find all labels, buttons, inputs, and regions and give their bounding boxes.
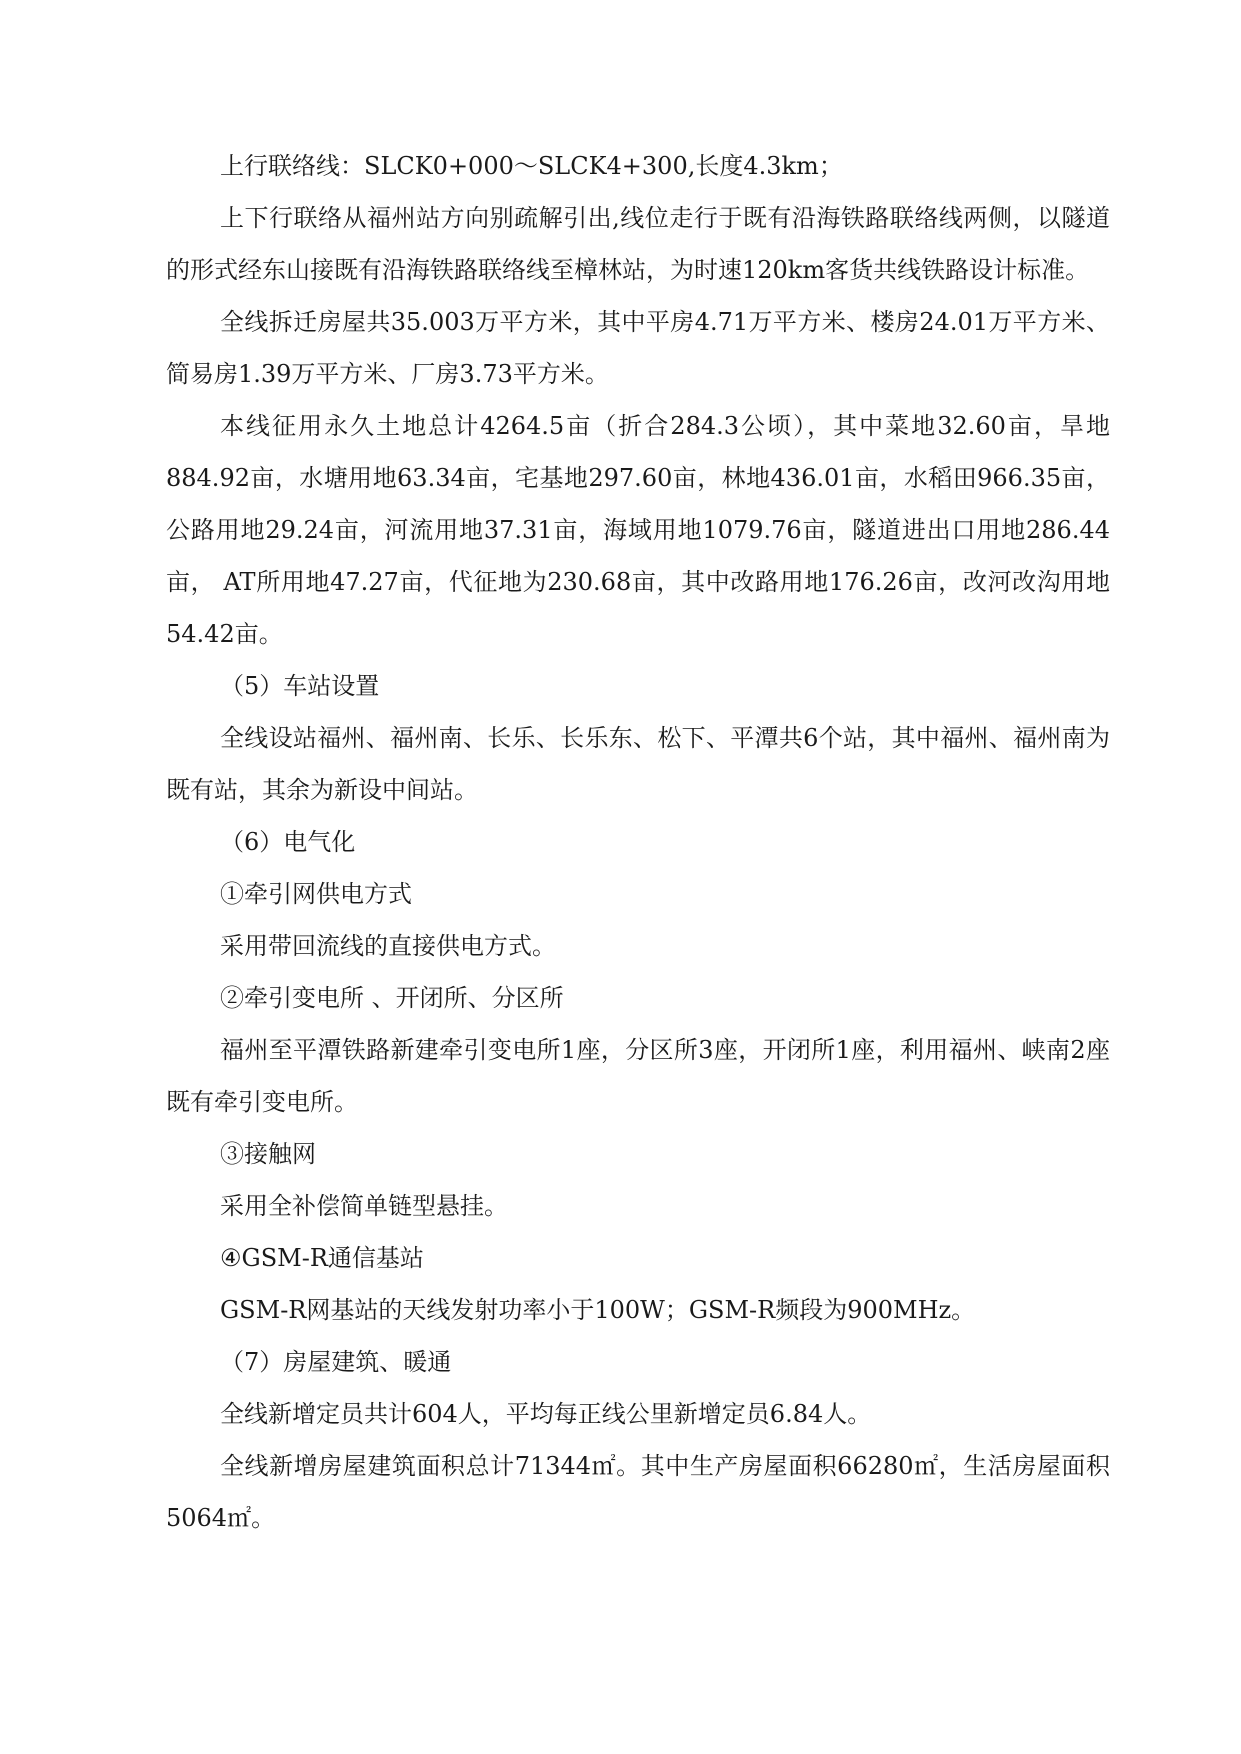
paragraph-building-area: 全线新增房屋建筑面积总计71344㎡。其中生产房屋面积66280㎡，生活房屋面积5064㎡。 bbox=[166, 1452, 1110, 1532]
paragraph-stations: 全线设站福州、福州南、长乐、长乐东、松下、平潭共6个站，其中福州、福州南为既有站，其余为新设中间站。 bbox=[166, 724, 1110, 804]
subheading-substations: ②牵引变电所 、开闭所、分区所 bbox=[220, 984, 564, 1012]
heading-electrification: （6）电气化 bbox=[220, 828, 356, 856]
subheading-gsmr: ④GSM-R通信基站 bbox=[220, 1244, 424, 1272]
paragraph-demolition: 全线拆迁房屋共35.003万平方米，其中平房4.71万平方米、楼房24.01万平方米、简易房1.39万平方米、厂房3.73平方米。 bbox=[166, 308, 1110, 388]
subheading-catenary: ③接触网 bbox=[220, 1140, 316, 1168]
paragraph-land-acquisition: 本线征用永久土地总计4264.5亩（折合284.3公顷），其中菜地32.60亩，旱地884.92亩，水塘用地63.34亩，宅基地297.60亩，林地436.01亩，水稻田966.35亩，公路用地29.24亩，河流用地37.31亩，海域用地1079.76亩，隧道进出口用地286.44亩， AT所用地47.27亩，代征地为230.68亩，其中改路用地176.26亩，改河改沟用地54.42亩。 bbox=[166, 412, 1110, 648]
paragraph-catenary: 采用全补偿简单链型悬挂。 bbox=[220, 1192, 508, 1220]
document-body bbox=[166, 140, 1110, 1544]
paragraph-staffing: 全线新增定员共计604人，平均每正线公里新增定员6.84人。 bbox=[220, 1400, 872, 1428]
paragraph-gsmr: GSM-R网基站的天线发射功率小于100W；GSM-R频段为900MHz。 bbox=[220, 1296, 976, 1324]
paragraph-up-link-line: 上行联络线：SLCK0+000～SLCK4+300,长度4.3km； bbox=[220, 152, 843, 180]
heading-buildings: （7）房屋建筑、暖通 bbox=[220, 1348, 452, 1376]
heading-station-setup: （5）车站设置 bbox=[220, 672, 380, 700]
paragraph-substations: 福州至平潭铁路新建牵引变电所1座，分区所3座，开闭所1座，利用福州、峡南2座既有牵引变电所。 bbox=[166, 1036, 1110, 1116]
subheading-power-supply: ①牵引网供电方式 bbox=[220, 880, 412, 908]
paragraph-power-supply: 采用带回流线的直接供电方式。 bbox=[220, 932, 556, 960]
paragraph-link-description: 上下行联络从福州站方向别疏解引出,线位走行于既有沿海铁路联络线两侧，以隧道的形式经东山接既有沿海铁路联络线至樟林站，为时速120km客货共线铁路设计标准。 bbox=[166, 204, 1110, 284]
